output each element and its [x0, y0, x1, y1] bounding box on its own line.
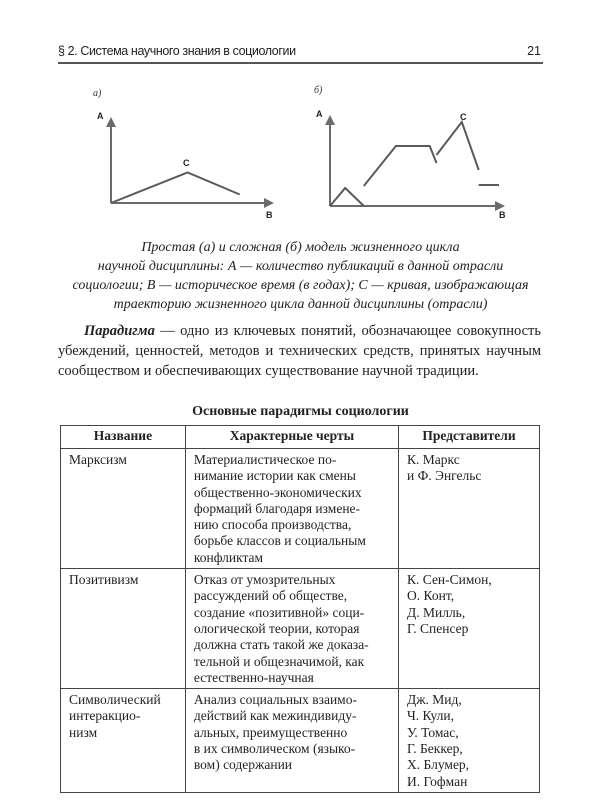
cell-line: рассуждений об обществе, [193, 588, 348, 604]
header-features: Характерные черты [185, 426, 398, 449]
cell-line: О. Конт, [407, 588, 455, 604]
cell-line: нию способа производства, [193, 517, 352, 533]
cell-representatives [399, 449, 540, 569]
cell-name [61, 449, 186, 569]
caption-line: Простая (а) и сложная (б) модель жизненного цикла [141, 240, 460, 255]
curve-series [111, 172, 240, 203]
cell-representatives [399, 689, 540, 793]
caption-line: социологии; В — историческое время (в годах); С — кривая, изображающая [72, 278, 529, 293]
cell-line: Символический [69, 692, 161, 708]
cell-line: ологической теории, которая [193, 620, 360, 636]
cell-line: Отказ от умозрительных [193, 572, 336, 588]
cell-features [185, 689, 398, 793]
cell-line: Г. Беккер, [407, 741, 463, 757]
lifecycle-figures [0, 0, 600, 230]
cell-line: конфликтам [193, 549, 264, 565]
cell-name [61, 689, 186, 793]
cell-line: Д. Милль, [407, 604, 466, 620]
cell-representatives [399, 569, 540, 689]
cell-line: интеракцио- [69, 708, 141, 724]
cell-line: действий как межиндивиду- [193, 708, 357, 724]
cell-line: нимание истории как смены [193, 468, 356, 484]
definition-text: — одно из ключевых понятий, обозначающее совокупность убеждений, ценностей, методов и технических средств, принятых научным сообществом и обеспечивающих существование научной традиции. [58, 323, 541, 379]
table-row [61, 689, 540, 793]
x-axis-label: B [266, 210, 273, 220]
cell-line: естественно-научная [193, 669, 314, 685]
cell-line: Позитивизм [69, 572, 139, 588]
cell-features [185, 569, 398, 689]
header-name: Название [61, 426, 186, 449]
cell-line: низм [69, 724, 98, 740]
cell-line: общественно-экономических [193, 484, 362, 500]
curve-label: C [460, 112, 467, 122]
caption-line: траекторию жизненного цикла данной дисциплины (отрасли) [113, 297, 488, 312]
table-row [61, 449, 540, 569]
cell-line: вом) содержании [193, 757, 293, 773]
cell-line: Г. Спенсер [407, 620, 469, 636]
cell-features [185, 449, 398, 569]
curve-segment [111, 172, 240, 203]
y-axis-label: A [316, 109, 323, 119]
paradigms-table [60, 425, 540, 793]
chapter-title: § 2. Система научного знания в социологии [58, 44, 296, 58]
cell-line: борьбе классов и социальным [193, 533, 366, 549]
cell-line: альных, преимущественно [193, 724, 348, 740]
cell-line: К. Маркс [407, 452, 460, 467]
figure-b-complex-model [314, 85, 506, 220]
cell-line: создание «позитивной» соци- [193, 604, 365, 620]
cell-line: Ч. Кули, [407, 708, 455, 724]
table-title: Основные парадигмы социологии [192, 404, 409, 419]
curve-label: C [183, 158, 190, 168]
defined-term: Парадигма [84, 323, 155, 339]
page-number: 21 [527, 44, 541, 58]
figure-caption [58, 238, 543, 314]
figure-b-label: б) [314, 85, 323, 96]
cell-line: Х. Блумер, [407, 757, 470, 773]
x-axis-label: B [499, 210, 506, 220]
cell-line: Анализ социальных взаимо- [193, 692, 357, 708]
curve-series [330, 122, 499, 206]
cell-line: должна стать такой же доказа- [193, 637, 369, 653]
cell-name [61, 569, 186, 689]
cell-line: Марксизм [69, 452, 127, 467]
figure-a-simple-model [93, 88, 273, 220]
curve-segment [364, 146, 437, 186]
curve-segment [436, 122, 478, 170]
cell-line: К. Сен-Симон, [407, 572, 492, 588]
cell-line: в их символическом (языко- [193, 741, 356, 757]
cell-line: Дж. Мид, [407, 692, 462, 708]
paradigm-definition [58, 321, 541, 381]
cell-line: и Ф. Энгельс [407, 468, 482, 484]
cell-line: формаций благодаря измене- [193, 500, 361, 516]
figure-a-label: а) [93, 88, 102, 99]
caption-line: научной дисциплины: А — количество публикаций в данной отрасли [97, 259, 504, 274]
cell-line: тельной и общезначимой, как [193, 653, 365, 669]
header-representatives: Представители [399, 426, 540, 449]
curve-segment [330, 188, 364, 206]
cell-line: И. Гофман [407, 773, 468, 789]
cell-line: Материалистическое по- [193, 452, 337, 467]
cell-line: У. Томас, [407, 724, 459, 740]
table-row [61, 569, 540, 689]
table-header-row [61, 426, 540, 449]
y-axis-label: A [97, 111, 104, 121]
